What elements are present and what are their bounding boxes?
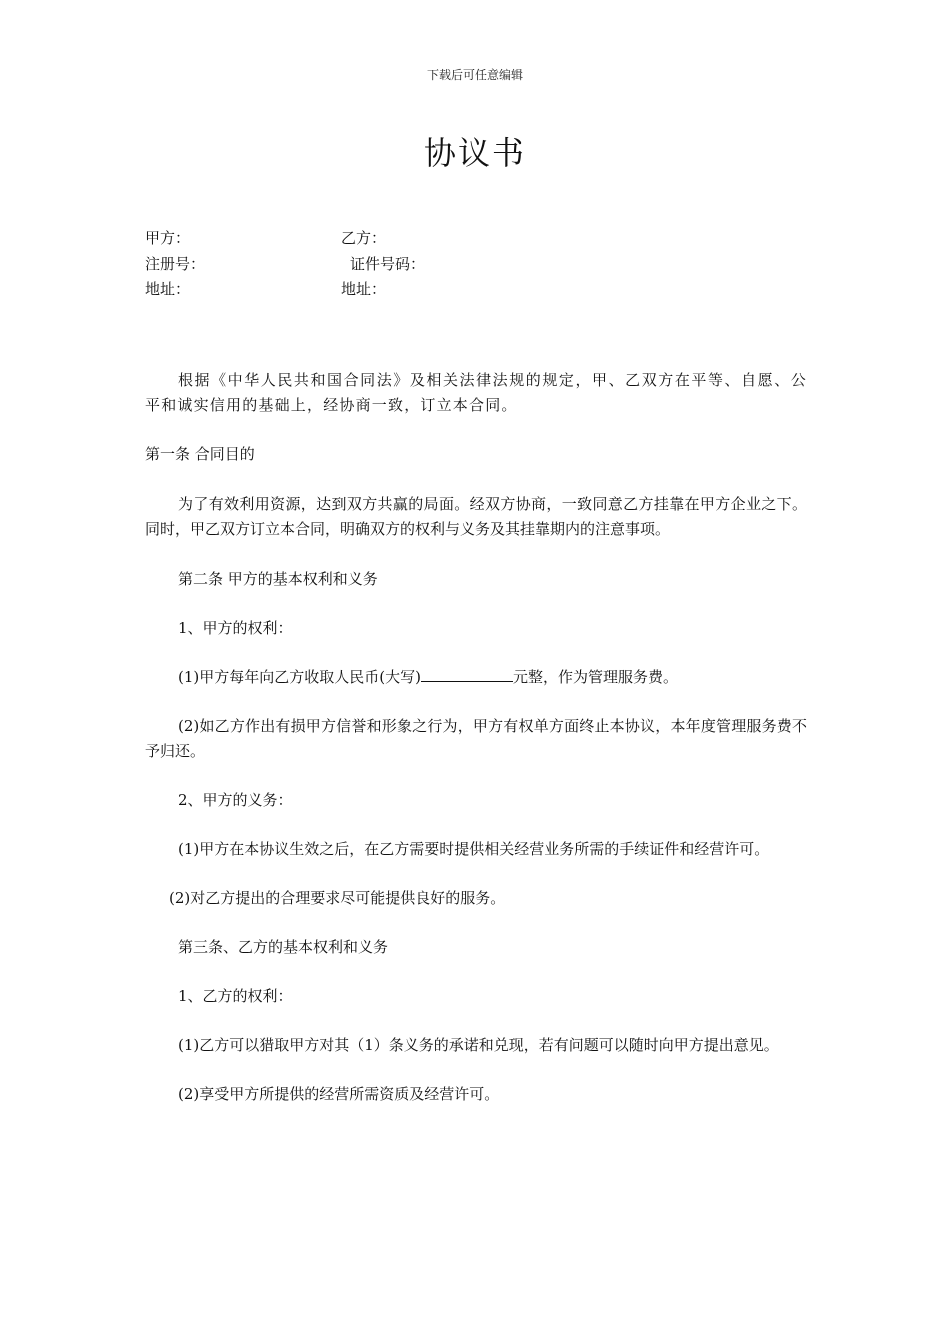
party-row-addresses <box>145 277 745 303</box>
party-a-right-1 <box>145 665 807 690</box>
party-a-duty-2: (2)对乙方提出的合理要求尽可能提供良好的服务。 <box>169 889 506 907</box>
party-b-label: 乙方： <box>341 229 387 247</box>
document-body <box>145 368 807 1107</box>
parties-block <box>145 226 745 303</box>
party-a-duty-1: (1)甲方在本协议生效之后，在乙方需要时提供相关经营业务所需的手续证件和经营许可。 <box>178 840 770 858</box>
party-a-right-2: (2)如乙方作出有损甲方信誉和形象之行为，甲方有权单方面终止本协议，本年度管理服务费不予归还。 <box>145 717 807 760</box>
address-b-label: 地址： <box>341 280 387 298</box>
party-row-names <box>145 226 745 252</box>
party-a-rights-heading: 1、甲方的权利： <box>178 619 293 637</box>
address-a-label: 地址： <box>145 280 191 298</box>
fee-amount-blank <box>421 667 513 682</box>
article-2-heading: 第二条 甲方的基本权利和义务 <box>178 570 378 588</box>
party-b-right-2: (2)享受甲方所提供的经营所需资质及经营许可。 <box>178 1085 500 1103</box>
party-a-label: 甲方： <box>145 229 191 247</box>
id-number-label: 证件号码： <box>350 254 426 273</box>
party-b-rights-heading: 1、乙方的权利： <box>178 987 293 1005</box>
intro-paragraph: 根据《中华人民共和国合同法》及相关法律法规的规定，甲、乙双方在平等、自愿、公平和诚实信用的基础上，经协商一致，订立本合同。 <box>145 371 807 414</box>
party-a-duties-heading: 2、甲方的义务： <box>178 791 293 809</box>
party-a-right-1-post: 元整，作为管理服务费。 <box>512 668 678 686</box>
party-a-right-1-pre: (1)甲方每年向乙方收取人民币(大写) <box>178 668 421 686</box>
header-note: 下载后可任意编辑 <box>426 68 523 82</box>
party-row-ids <box>145 252 745 278</box>
document-title: 协议书 <box>423 134 526 172</box>
article-1-heading: 第一条 合同目的 <box>145 445 255 463</box>
article-1-text: 为了有效利用资源，达到双方共赢的局面。经双方协商，一致同意乙方挂靠在甲方企业之下。同时，甲乙双方订立本合同，明确双方的权利与义务及其挂靠期内的注意事项。 <box>145 495 807 538</box>
party-b-right-1: (1)乙方可以猎取甲方对其（1）条义务的承诺和兑现，若有问题可以随时向甲方提出意见。 <box>178 1036 779 1054</box>
registration-label: 注册号： <box>145 254 206 273</box>
article-3-heading: 第三条、乙方的基本权利和义务 <box>178 938 389 956</box>
